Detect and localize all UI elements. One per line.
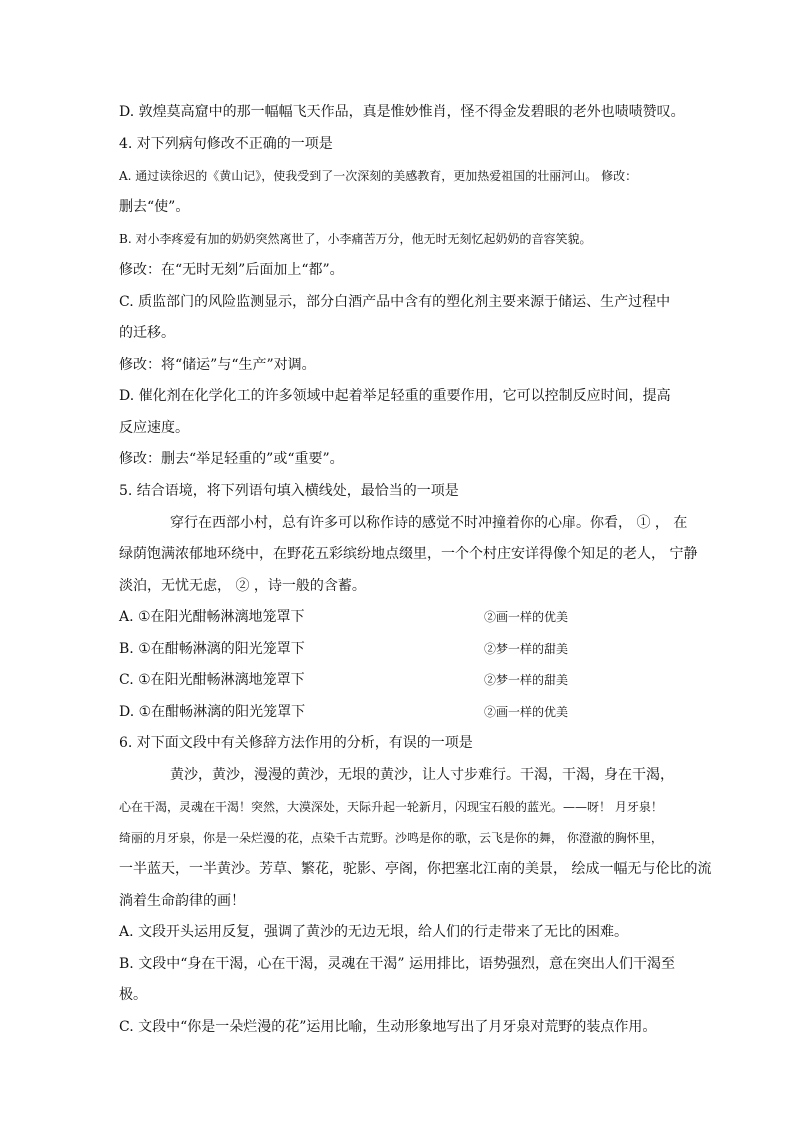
q4-option-d-cont: 反应速度。 — [119, 420, 189, 436]
q6-option-b: B. 文段中“身在干渴，心在干渴，灵魂在干渴” 运用排比，语势强烈，意在突出人们干渴至 — [119, 956, 675, 972]
q6-option-c: C. 文段中“你是一朵烂漫的花”运用比喻，生动形象地写出了月牙泉对荒野的装点作用。 — [119, 1019, 657, 1035]
q5-option-row — [119, 640, 679, 658]
q6-passage-line-1: 黄沙，黄沙，漫漫的黄沙，无垠的黄沙，让人寸步难行。干渴，干渴，身在干渴， — [170, 767, 674, 783]
q5-option-a-part1: A. ①在阳光酣畅淋漓地笼罩下 — [119, 609, 305, 625]
q4-option-b-fix: 修改：在“无时无刻”后面加上“都”。 — [119, 262, 344, 278]
q4-option-d: D. 催化剂在化学化工的许多领域中起着举足轻重的重要作用，它可以控制反应时间，提高 — [119, 388, 671, 404]
q6-option-b-cont: 极。 — [119, 987, 147, 1003]
q5-option-a-part2: ②画一样的优美 — [484, 610, 569, 624]
q5-passage-line-2: 绿荫饱满浓郁地环绕中，在野花五彩缤纷地点缀里，一个个村庄安详得像个知足的老人， 宁静 — [119, 546, 698, 562]
q4-option-c-cont: 的迁移。 — [119, 325, 175, 341]
q5-passage-line-3: 淡泊，无忧无虑， ② ，诗一般的含蓄。 — [119, 578, 366, 594]
q5-option-d-part1: D. ①在酣畅淋漓的阳光笼罩下 — [119, 704, 306, 720]
question-6-stem: 6. 对下面文段中有关修辞方法作用的分析，有误的一项是 — [119, 735, 473, 751]
q4-option-c-fix: 修改：将“储运”与“生产”对调。 — [119, 357, 316, 373]
q5-option-row — [119, 671, 679, 689]
q6-passage-line-2: 心在干渴，灵魂在干渴！突然，大漠深处，天际升起一轮新月，闪现宝石般的蓝光。——呀！ 月牙泉！ — [119, 800, 663, 814]
q5-option-b-part1: B. ①在酣畅淋漓的阳光笼罩下 — [119, 641, 305, 657]
q6-option-a: A. 文段开头运用反复，强调了黄沙的无边无垠，给人们的行走带来了无比的困难。 — [119, 924, 629, 940]
q5-option-row — [119, 703, 679, 721]
question-4-stem: 4. 对下列病句修改不正确的一项是 — [119, 136, 333, 152]
q5-option-c-part2: ②梦一样的甜美 — [484, 673, 569, 687]
q5-option-b-part2: ②梦一样的甜美 — [484, 642, 569, 656]
q4-option-a: A. 通过读徐迟的《黄山记》，使我受到了一次深刻的美感教育，更加热爱祖国的壮丽河山。 修改： — [119, 169, 638, 183]
q6-passage-line-3: 绮丽的月牙泉，你是一朵烂漫的花，点染千古荒野。沙鸣是你的歌，云飞是你的舞， 你澄澈的胸怀里， — [119, 831, 663, 845]
q5-passage-line-1: 穿行在西部小村，总有许多可以称作诗的感觉不时冲撞着你的心扉。你看， ① ， 在 — [170, 515, 688, 531]
q5-option-d-part2: ②画一样的优美 — [484, 705, 569, 719]
option-d-line: D. 敦煌莫高窟中的那一幅幅飞天作品，真是惟妙惟肖，怪不得金发碧眼的老外也啧啧赞叹。 — [119, 104, 685, 120]
q5-option-row — [119, 608, 679, 626]
q4-option-a-cont: 删去“使”。 — [119, 199, 190, 215]
q4-option-d-fix: 修改：删去“举足轻重的”或“重要”。 — [119, 451, 344, 467]
q4-option-c: C. 质监部门的风险监测显示，部分白酒产品中含有的塑化剂主要来源于储运、生产过程中 — [119, 294, 671, 310]
q5-option-c-part1: C. ①在阳光酣畅淋漓地笼罩下 — [119, 672, 305, 688]
question-5-stem: 5. 结合语境，将下列语句填入横线处，最恰当的一项是 — [119, 483, 459, 499]
q4-option-b: B. 对小李疼爱有加的奶奶突然离世了，小李痛苦万分，他无时无刻忆起奶奶的音容笑貌。 — [119, 232, 592, 246]
q6-passage-line-4: 一半蓝天，一半黄沙。芳草、繁花，驼影、亭阁，你把塞北江南的美景， 绘成一幅无与伦比的流 — [119, 861, 712, 877]
q6-passage-line-5: 淌着生命韵律的画！ — [119, 893, 245, 909]
